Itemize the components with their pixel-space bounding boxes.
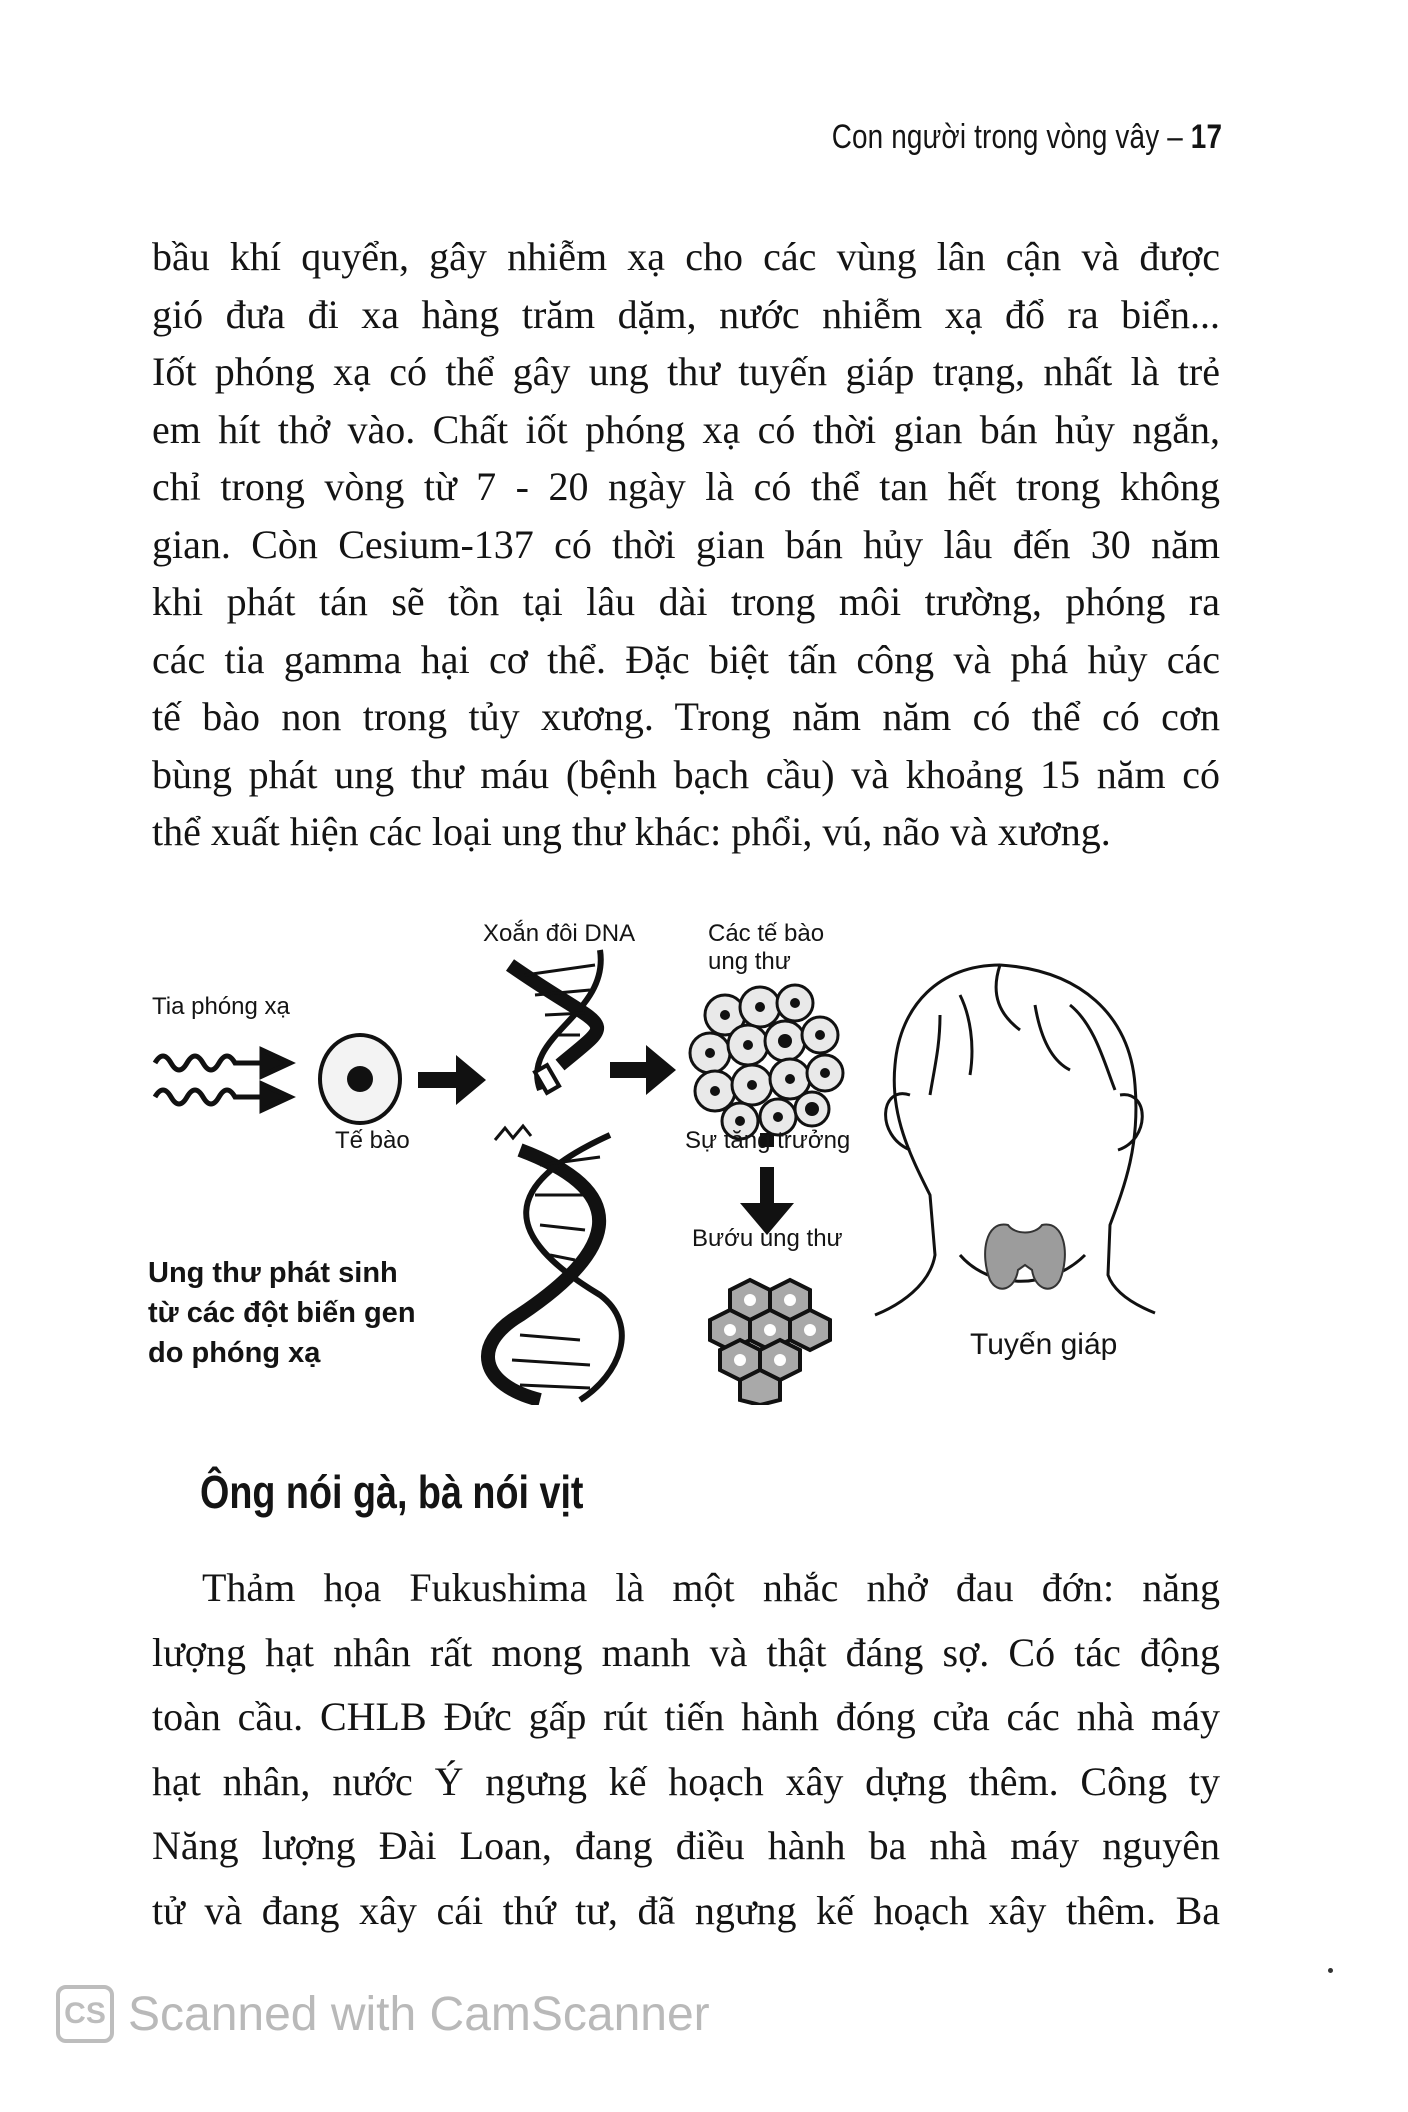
camscanner-logo-icon: CS: [56, 1985, 114, 2043]
label-growth: Sự tăng trưởng: [685, 1127, 851, 1154]
text-line: tử và đang xây cái thứ tư, đã ngưng kế hoạch xây thêm. Ba: [152, 1887, 1220, 1933]
label-dna: Xoắn đôi DNA: [483, 920, 636, 947]
dna-helix-icon: [488, 950, 622, 1400]
label-radiation: Tia phóng xạ: [152, 993, 290, 1020]
radiation-rays-icon: [155, 1050, 290, 1110]
tumor-icon: [710, 1280, 830, 1405]
text-line: khi phát tán sẽ tồn tại lâu dài trong môi trường, phóng ra: [152, 579, 1220, 624]
text-line: Thảm họa Fukushima là một nhắc nhở đau đớn: năng: [202, 1565, 1220, 1610]
text-line: toàn cầu. CHLB Đức gấp rút tiến hành đóng cửa các nhà máy: [152, 1694, 1220, 1739]
section-title: Ông nói gà, bà nói vịt: [200, 1466, 584, 1518]
text-line: chỉ trong vòng từ 7 - 20 ngày là có thể tan hết trong không: [152, 464, 1220, 509]
scanner-watermark: [56, 1985, 710, 2043]
diagram-caption: Ung thư phát sinh từ các đột biến gen do phóng xạ: [148, 1257, 416, 1369]
label-tumor: Bướu ung thư: [692, 1225, 843, 1252]
thyroid-gland-icon: [985, 1225, 1065, 1289]
scan-speck: [1328, 1968, 1333, 1973]
cell-icon: [320, 1035, 400, 1123]
text-line: bầu khí quyển, gây nhiễm xạ cho các vùng lân cận và được: [152, 234, 1220, 279]
label-thyroid: Tuyến giáp: [970, 1328, 1118, 1361]
text-line: bùng phát ung thư máu (bệnh bạch cầu) và khoảng 15 năm có: [152, 751, 1220, 797]
running-header: [832, 118, 1222, 157]
running-title: Con người trong vòng vây –: [831, 118, 1191, 156]
body-paragraph-2: [152, 1556, 1220, 1943]
text-line: gian. Còn Cesium-137 có thời gian bán hủy lâu đến 30 năm: [152, 521, 1220, 567]
text-line: thể xuất hiện các loại ung thư khác: phổi, vú, não và xương.: [152, 809, 1111, 854]
text-line: lượng hạt nhân rất mong manh và thật đáng sợ. Có tác động: [152, 1629, 1220, 1675]
arrow-right-icon: [610, 1045, 676, 1095]
arrow-right-icon: [418, 1055, 486, 1105]
text-line: hạt nhân, nước Ý ngưng kế hoạch xây dựng thêm. Công ty: [152, 1758, 1220, 1804]
text-line: em hít thở vào. Chất iốt phóng xạ có thời gian bán hủy ngắn,: [152, 406, 1220, 452]
page-number: 17: [1190, 118, 1222, 156]
text-line: các tia gamma hại cơ thể. Đặc biệt tấn công và phá hủy các: [152, 636, 1220, 682]
radiation-cancer-diagram: [140, 895, 1160, 1405]
cancer-cells-icon: [690, 985, 843, 1139]
text-line: Iốt phóng xạ có thể gây ung thư tuyến giáp trạng, nhất là trẻ: [152, 349, 1220, 394]
body-paragraph-1: [152, 228, 1220, 861]
text-line: gió đưa đi xa hàng trăm dặm, nước nhiễm xạ đổ ra biển...: [152, 291, 1220, 337]
watermark-text: Scanned with CamScanner: [128, 1987, 710, 2041]
label-cancer-cells: Các tế bào ung thư: [708, 920, 825, 975]
text-line: Năng lượng Đài Loan, đang điều hành ba nhà máy nguyên: [152, 1823, 1220, 1868]
text-line: tế bào non trong tủy xương. Trong năm năm có thể có cơn: [152, 694, 1220, 739]
label-cell: Tế bào: [335, 1127, 410, 1154]
